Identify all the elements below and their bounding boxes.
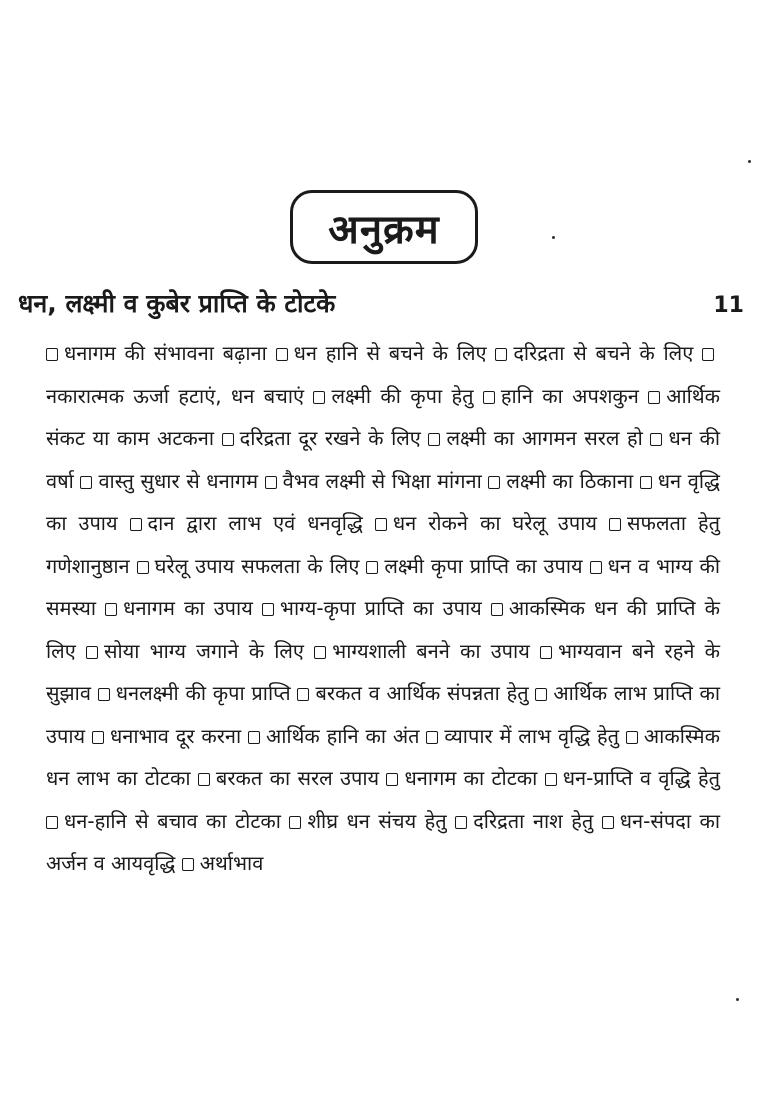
checkbox-bullet-icon — [314, 646, 326, 659]
contents-entry-label: आर्थिक लाभ प्राप्ति का उपाय — [46, 681, 721, 748]
contents-entry-label: दरिद्रता से बचने के लिए — [513, 341, 694, 365]
contents-entry — [386, 766, 537, 790]
checkbox-bullet-icon — [386, 773, 398, 786]
checkbox-bullet-icon — [248, 731, 260, 744]
contents-entry — [262, 596, 482, 620]
contents-entry — [314, 639, 530, 663]
contents-entry — [545, 766, 720, 790]
contents-entry-label: धन-संपदा का अर्जन व आयवृद्धि — [46, 808, 721, 875]
checkbox-bullet-icon — [366, 561, 378, 574]
contents-entries — [46, 332, 720, 885]
contents-entry — [248, 724, 420, 748]
contents-entry-label: धनागम का उपाय — [123, 596, 253, 620]
contents-entry-label: दरिद्रता नाश हेतु — [473, 808, 594, 833]
contents-entry-label: धन-प्राप्ति व वृद्धि हेतु — [562, 766, 720, 790]
checkbox-bullet-icon — [535, 688, 547, 701]
contents-entry-label: धन रोकने का घरेलू उपाय — [392, 511, 598, 535]
contents-entry-label: आर्थिक संकट या काम अटकना — [46, 383, 720, 450]
section-header — [18, 286, 758, 320]
contents-entry-label: सफलता हेतु गणेशानुष्ठान — [46, 511, 721, 578]
contents-entry-label: आकस्मिक धन की प्राप्ति के लिए — [46, 596, 720, 663]
contents-entry — [495, 341, 693, 365]
checkbox-bullet-icon — [626, 731, 638, 744]
checkbox-bullet-icon — [92, 731, 104, 744]
contents-entry-label: दान द्वारा लाभ एवं धनवृद्धि — [147, 511, 363, 535]
contents-entry-label: धन वृद्धि का उपाय — [46, 468, 720, 535]
scan-speck — [748, 160, 751, 163]
contents-entry-label: वैभव लक्ष्मी से भिक्षा मांगना — [282, 468, 482, 493]
contents-entry — [86, 639, 304, 663]
checkbox-bullet-icon — [488, 476, 500, 489]
contents-entry — [428, 426, 642, 450]
checkbox-bullet-icon — [426, 731, 438, 744]
contents-entry — [105, 596, 253, 620]
checkbox-bullet-icon — [297, 688, 309, 701]
contents-entry-label: हानि का अपशकुन — [500, 383, 639, 408]
checkbox-bullet-icon — [640, 476, 652, 489]
checkbox-bullet-icon — [590, 561, 602, 574]
checkbox-bullet-icon — [265, 476, 277, 489]
contents-entry — [313, 384, 473, 408]
scan-speck — [736, 998, 739, 1001]
checkbox-bullet-icon — [483, 391, 495, 404]
checkbox-bullet-icon — [313, 391, 325, 404]
contents-entry-label: दरिद्रता दूर रखने के लिए — [239, 426, 421, 450]
checkbox-bullet-icon — [491, 603, 503, 616]
contents-entry-label: घरेलू उपाय सफलता के लिए — [154, 553, 360, 578]
contents-entry — [483, 384, 639, 408]
checkbox-bullet-icon — [455, 816, 467, 829]
checkbox-bullet-icon — [375, 518, 387, 531]
checkbox-bullet-icon — [80, 476, 92, 489]
checkbox-bullet-icon — [222, 433, 234, 446]
checkbox-bullet-icon — [540, 646, 552, 659]
scan-speck — [552, 236, 555, 239]
contents-entry — [375, 511, 597, 535]
contents-entry-label: शीघ्र धन संचय हेतु — [307, 808, 447, 833]
contents-entry — [137, 554, 360, 578]
contents-entry-label: बरकत व आर्थिक संपन्नता हेतु — [315, 681, 529, 705]
checkbox-bullet-icon — [46, 348, 58, 361]
contents-entry-label: धन हानि से बचने के लिए — [293, 341, 487, 365]
checkbox-bullet-icon — [46, 816, 58, 829]
contents-entry-label: आर्थिक हानि का अंत — [265, 723, 420, 748]
contents-entry-label: व्यापार में लाभ वृद्धि हेतु — [444, 723, 620, 748]
checkbox-bullet-icon — [602, 816, 614, 829]
contents-entry-label: धन व भाग्य की समस्या — [46, 553, 721, 620]
contents-entry — [182, 851, 264, 875]
contents-entry-label: धनलक्ष्मी की कृपा प्राप्ति — [115, 681, 291, 705]
contents-entry-label: धनागम की संभावना बढ़ाना — [64, 341, 267, 365]
contents-entry-label: लक्ष्मी कृपा प्राप्ति का उपाय — [384, 553, 583, 578]
contents-entry-label: लक्ष्मी का ठिकाना — [506, 468, 634, 493]
checkbox-bullet-icon — [276, 348, 288, 361]
contents-entry-label: धन-हानि से बचाव का टोटका — [64, 808, 281, 833]
checkbox-bullet-icon — [495, 348, 507, 361]
contents-entry-label: वास्तु सुधार से धनागम — [98, 468, 259, 493]
section-title: धन, लक्ष्मी व कुबेर प्राप्ति के टोटके — [18, 289, 336, 318]
contents-entry-label: लक्ष्मी की कृपा हेतु — [331, 383, 474, 408]
contents-entry-label: बरकत का सरल उपाय — [215, 766, 380, 790]
contents-entry — [265, 469, 482, 493]
contents-entry-label: नकारात्मक ऊर्जा हटाएं, धन बचाएं — [46, 383, 305, 408]
contents-entry-label: अर्थाभाव — [199, 851, 264, 875]
checkbox-bullet-icon — [702, 348, 714, 361]
contents-entry — [92, 724, 241, 748]
checkbox-bullet-icon — [545, 773, 557, 786]
contents-heading: अनुक्रम — [290, 190, 478, 264]
checkbox-bullet-icon — [86, 646, 98, 659]
contents-entry-label: धनाभाव दूर करना — [109, 723, 242, 748]
contents-entry — [289, 809, 446, 833]
contents-entry — [130, 511, 363, 535]
contents-entry — [46, 341, 267, 365]
contents-entry — [98, 681, 291, 705]
contents-entry-label: आकस्मिक धन लाभ का टोटका — [46, 723, 720, 790]
contents-entry — [297, 681, 528, 705]
checkbox-bullet-icon — [137, 561, 149, 574]
checkbox-bullet-icon — [289, 816, 301, 829]
contents-entry — [488, 469, 633, 493]
contents-entry-label: भाग्यशाली बनने का उपाय — [332, 638, 530, 663]
checkbox-bullet-icon — [198, 773, 210, 786]
contents-entry — [198, 766, 379, 790]
checkbox-bullet-icon — [105, 603, 117, 616]
checkbox-bullet-icon — [650, 433, 662, 446]
contents-entry-label: धन की वर्षा — [46, 426, 721, 493]
checkbox-bullet-icon — [648, 391, 660, 404]
contents-entry-label: लक्ष्मी का आगमन सरल हो — [446, 426, 643, 450]
contents-entry — [426, 724, 619, 748]
contents-entry — [276, 341, 487, 365]
contents-entry-label: भाग्यवान बने रहने के सुझाव — [46, 638, 720, 705]
section-page-number: 11 — [713, 293, 744, 318]
contents-entry — [222, 426, 421, 450]
contents-entry — [455, 809, 593, 833]
contents-entry-label: सोया भाग्य जगाने के लिए — [103, 638, 304, 663]
contents-entry — [80, 469, 258, 493]
contents-entry — [46, 809, 281, 833]
checkbox-bullet-icon — [428, 433, 440, 446]
checkbox-bullet-icon — [182, 858, 194, 871]
contents-entry-label: धनागम का टोटका — [404, 766, 538, 790]
checkbox-bullet-icon — [130, 518, 142, 531]
checkbox-bullet-icon — [609, 518, 621, 531]
checkbox-bullet-icon — [262, 603, 274, 616]
contents-entry-label: भाग्य-कृपा प्राप्ति का उपाय — [279, 596, 482, 620]
contents-entry — [366, 554, 582, 578]
checkbox-bullet-icon — [98, 688, 110, 701]
